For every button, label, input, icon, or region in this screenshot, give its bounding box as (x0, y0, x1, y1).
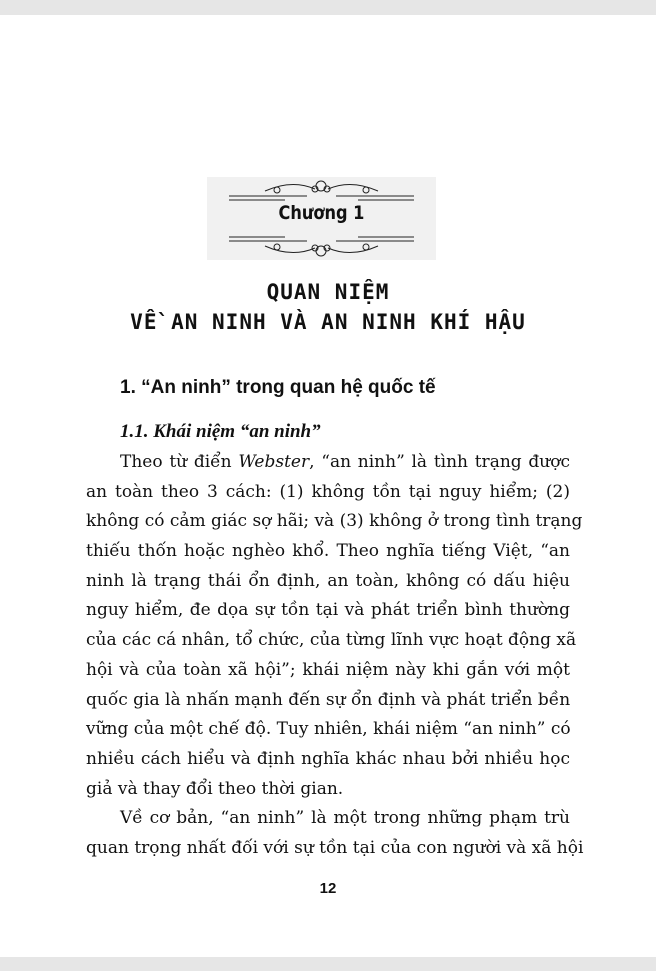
text-line: hội và của toàn xã hội”; khái niệm này khi gắn với một (86, 659, 570, 680)
text-line: nhiều cách hiểu và định nghĩa khác nhau bởi nhiều học (86, 748, 570, 769)
chapter-title-line-1: QUAN NIỆM (266, 280, 390, 304)
text-line: giả và thay đổi theo thời gian. (86, 778, 344, 799)
text-line: nguy hiểm, đe dọa sự tồn tại và phát triển bình thường (86, 600, 570, 621)
section-heading: 1. “An ninh” trong quan hệ quốc tế (120, 377, 436, 398)
text-line: Về cơ bản, “an ninh” là một trong những phạm trù (120, 808, 570, 829)
chapter-title-line-2: VỀ AN NINH VÀ AN NINH KHÍ HẬU (130, 310, 526, 334)
text-line: của các cá nhân, tổ chức, của từng lĩnh vực hoạt động xã (86, 630, 577, 651)
page-number: 12 (319, 880, 337, 897)
text-line: không có cảm giác sợ hãi; và (3) không ở trong tình trạng (86, 511, 583, 532)
subsection-heading: 1.1. Khái niệm “an ninh” (120, 421, 321, 442)
chapter-label: Chương 1 (278, 202, 365, 224)
body-text (86, 448, 584, 864)
text-line: quốc gia là nhấn mạnh đến sự ổn định và phát triển bền (86, 689, 571, 710)
text-line: quan trọng nhất đối với sự tồn tại của con người và xã hội (86, 837, 584, 858)
text-line: Theo từ điển Webster, “an ninh” là tình trạng được (120, 452, 570, 472)
text-line: ninh là trạng thái ổn định, an toàn, không có dấu hiệu (86, 570, 570, 591)
chapter-box (207, 177, 436, 260)
text-line: an toàn theo 3 cách: (1) không tồn tại nguy hiểm; (2) (86, 481, 570, 502)
text-line: thiếu thốn hoặc nghèo khổ. Theo nghĩa tiếng Việt, “an (86, 541, 570, 562)
text-line: vững của một chế độ. Tuy nhiên, khái niệm “an ninh” có (86, 719, 571, 740)
